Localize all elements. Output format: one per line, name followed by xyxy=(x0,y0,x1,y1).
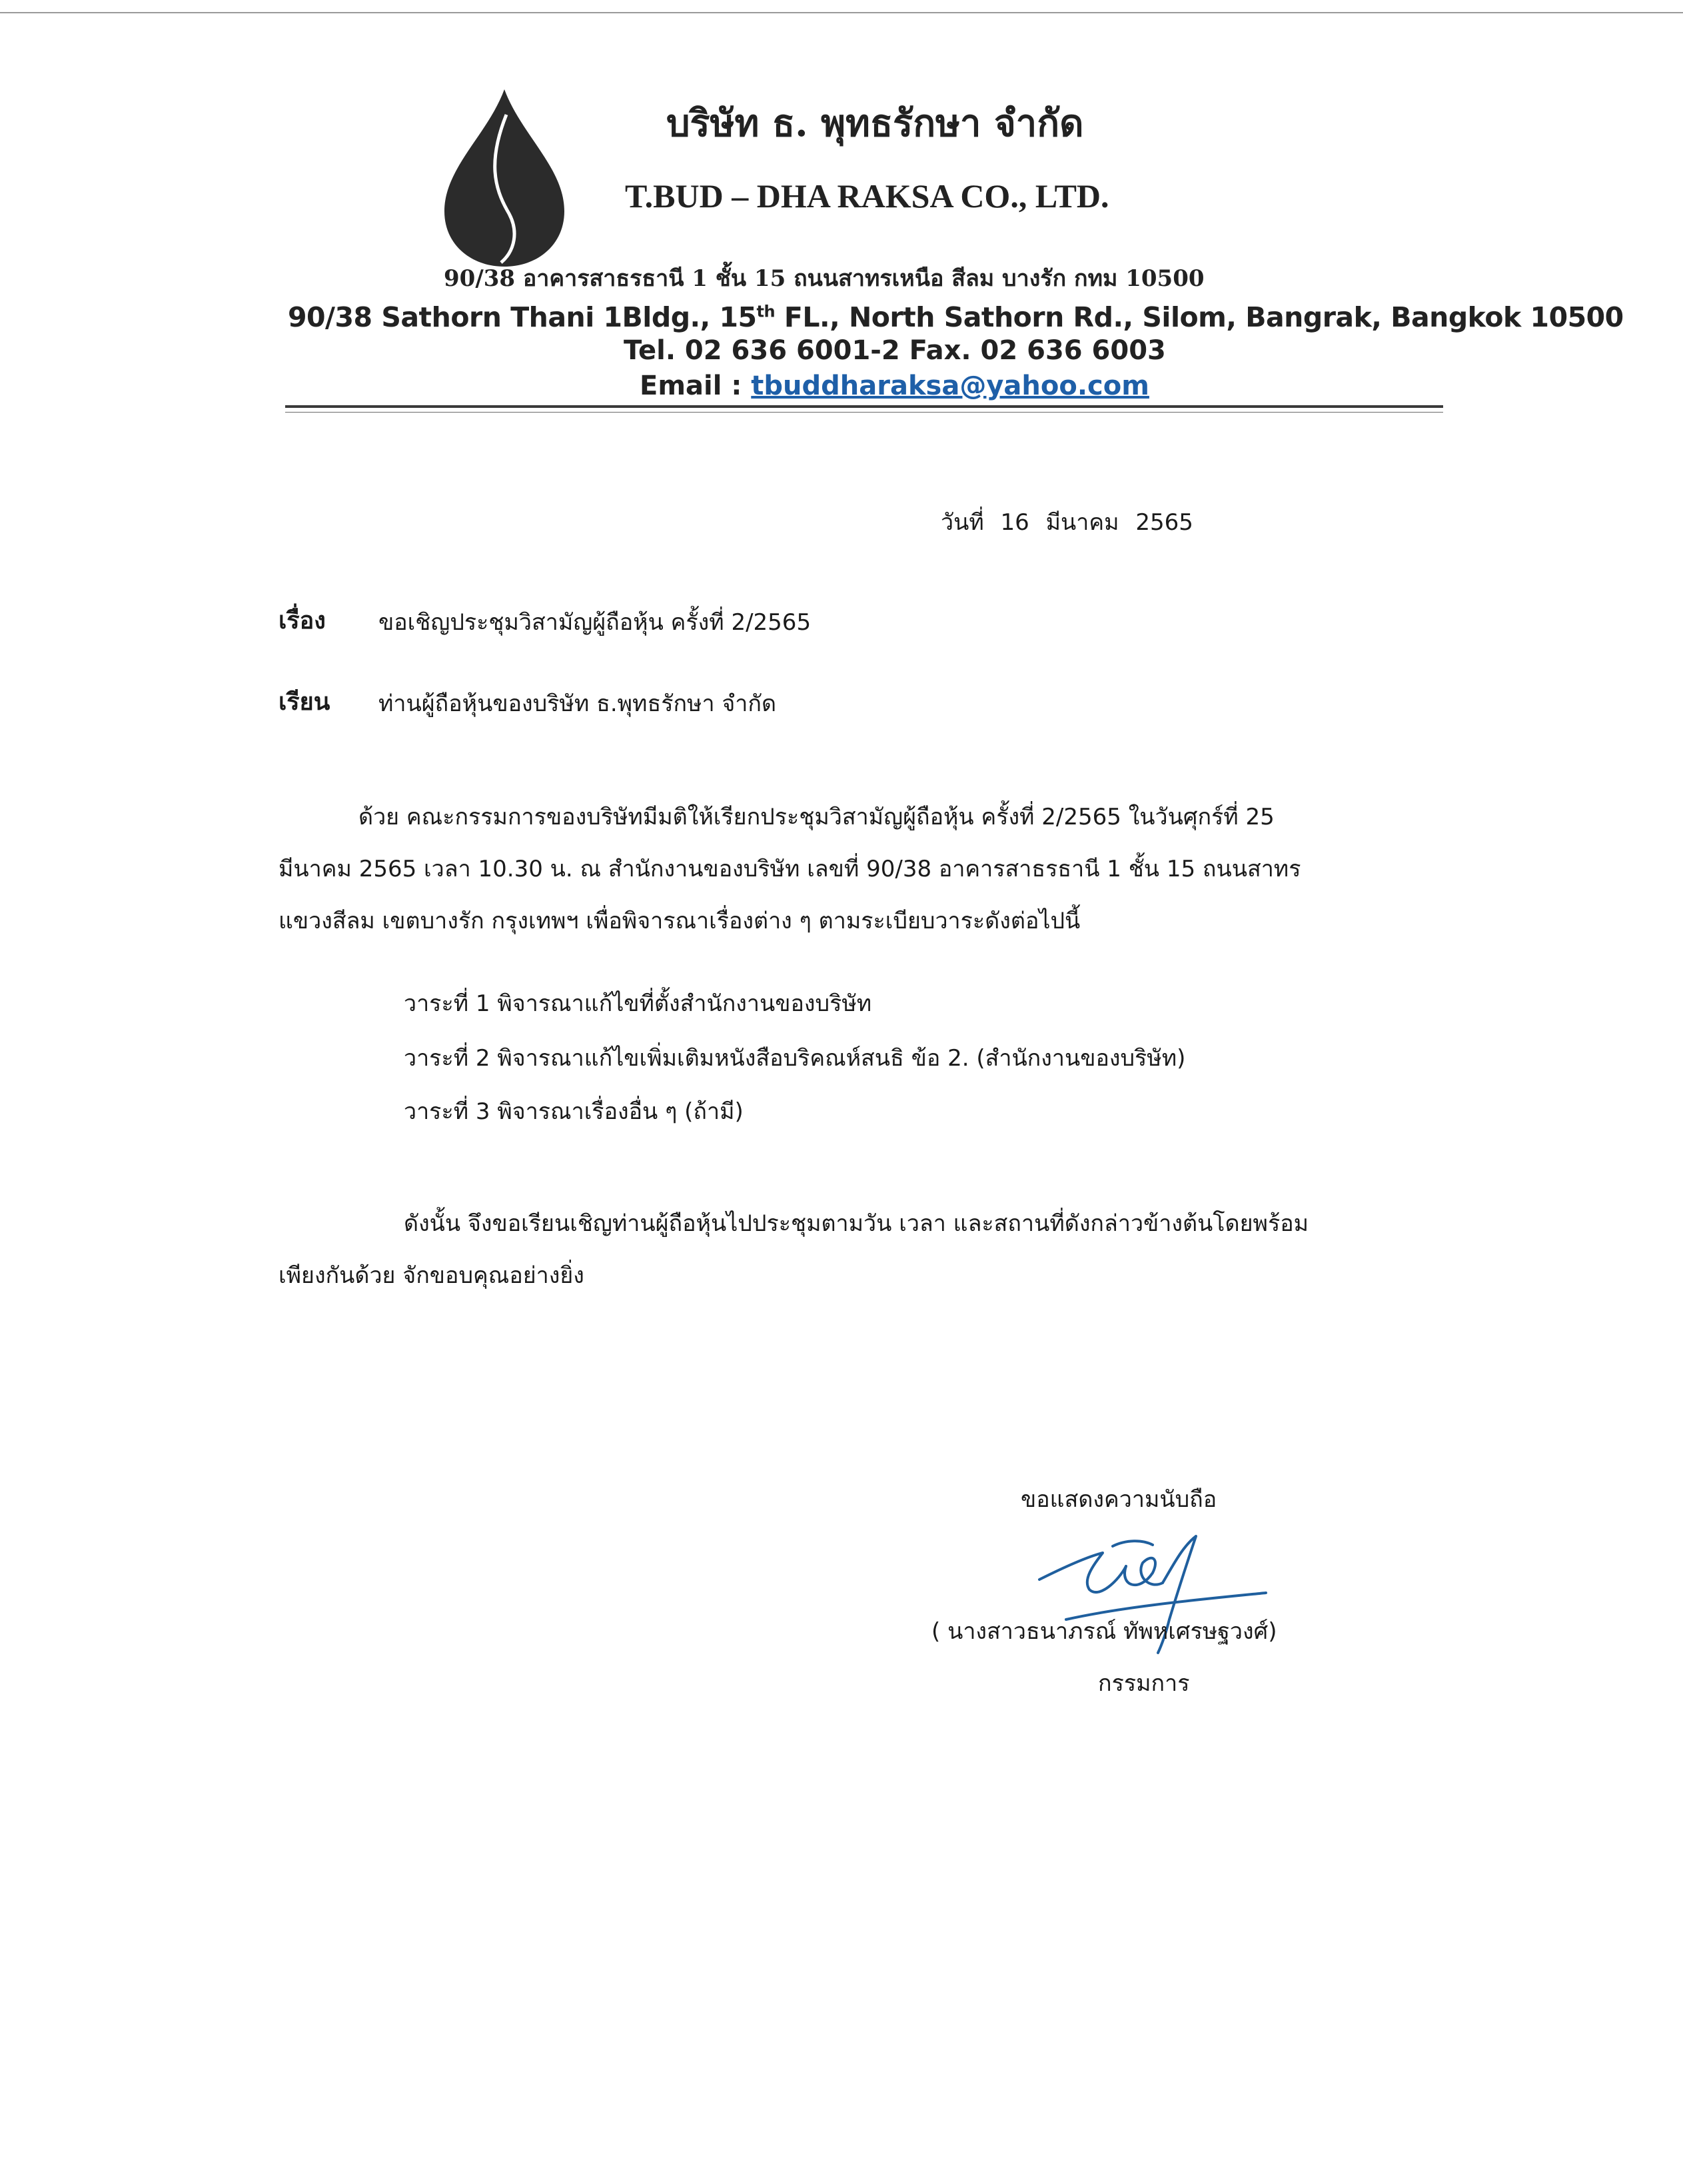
address-floor-suffix: th xyxy=(756,302,776,321)
closing-salutation: ขอแสดงความนับถือ xyxy=(1021,1486,1217,1513)
paragraph-line: แขวงสีลม เขตบางรัก กรุงเทพฯ เพื่อพิจารณาเรื่องต่าง ๆ ตามระเบียบวาระดังต่อไปนี้ xyxy=(279,908,1081,934)
company-email-line xyxy=(640,371,1149,401)
agenda-item: วาระที่ 2 พิจารณาแก้ไขเพิ่มเติมหนังสือบริคณห์สนธิ ข้อ 2. (สำนักงานของบริษัท) xyxy=(404,1045,1186,1072)
signatory-title: กรรมการ xyxy=(1098,1670,1190,1697)
paragraph-line: ดังนั้น จึงขอเรียนเชิญท่านผู้ถือหุ้นไปประชุมตามวัน เวลา และสถานที่ดังกล่าวข้างต้นโดยพร้อม xyxy=(404,1210,1309,1237)
company-name-thai: บริษัท ธ. พุทธรักษา จำกัด xyxy=(666,101,1084,145)
agenda-item: วาระที่ 3 พิจารณาเรื่องอื่น ๆ (ถ้ามี) xyxy=(404,1098,744,1125)
paragraph-line: เพียงกันด้วย จักขอบคุณอย่างยิ่ง xyxy=(279,1262,584,1289)
letter-date: วันที่ 16 มีนาคม 2565 xyxy=(941,509,1193,536)
company-address-english xyxy=(288,301,1624,333)
paragraph-line: ด้วย คณะกรรมการของบริษัทมีมติให้เรียกประชุมวิสามัญผู้ถือหุ้น ครั้งที่ 2/2565 ในวันศุกร์ที่ 25 xyxy=(358,804,1275,830)
paragraph-line: มีนาคม 2565 เวลา 10.30 น. ณ สำนักงานของบริษัท เลขที่ 90/38 อาคารสาธรธานี 1 ชั้น 15 ถนนสาทร xyxy=(279,856,1301,882)
email-link[interactable]: tbuddharaksa@yahoo.com xyxy=(751,371,1149,401)
address-english-part: FL., North Sathorn Rd., Silom, Bangrak, Bangkok 10500 xyxy=(775,301,1624,333)
company-logo-drop-icon xyxy=(441,88,568,268)
page-top-border xyxy=(0,12,1683,13)
subject-label: เรื่อง xyxy=(279,607,326,634)
company-address-thai: 90/38 อาคารสาธรธานี 1 ชั้น 15 ถนนสาทรเหนือ สีลม บางรัก กทม 10500 xyxy=(444,265,1205,292)
address-english-part: 90/38 Sathorn Thani 1Bldg., 15 xyxy=(288,301,757,333)
company-tel-fax: Tel. 02 636 6001-2 Fax. 02 636 6003 xyxy=(624,335,1166,366)
company-name-english: T.BUD – DHA RAKSA CO., LTD. xyxy=(625,177,1109,215)
recipient-label: เรียน xyxy=(279,688,330,716)
letterhead-divider-thin xyxy=(285,412,1443,413)
email-label: Email : xyxy=(640,371,752,401)
signatory-name: ( นางสาวธนาภรณ์ ทัพหเศรษฐวงศ์) xyxy=(931,1618,1277,1645)
recipient-text: ท่านผู้ถือหุ้นของบริษัท ธ.พุทธรักษา จำกัด xyxy=(378,690,777,717)
agenda-item: วาระที่ 1 พิจารณาแก้ไขที่ตั้งสำนักงานของบริษัท xyxy=(404,990,872,1017)
subject-text: ขอเชิญประชุมวิสามัญผู้ถือหุ้น ครั้งที่ 2/2565 xyxy=(378,609,812,636)
letterhead-divider xyxy=(285,405,1443,408)
